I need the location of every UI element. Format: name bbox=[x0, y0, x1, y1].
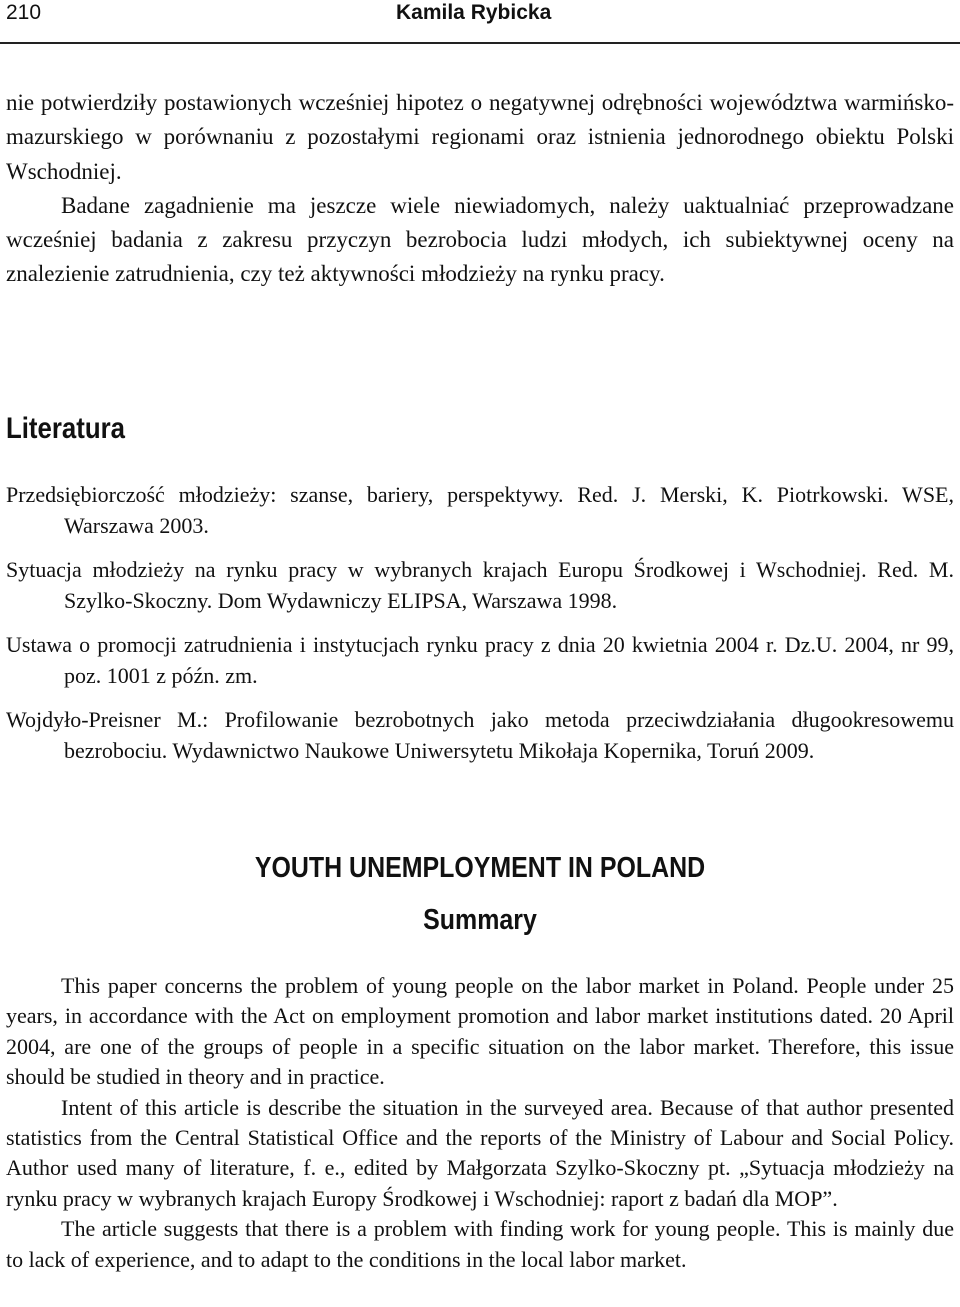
reference-item: Wojdyło-Preisner M.: Profilowanie bezrobotnych jako metoda przeciwdziałania długookresowemu bezrobociu. Wydawnictwo Naukowe Uniwersytetu Mikołaja Kopernika, Toruń 2009. bbox=[6, 707, 954, 763]
summary-title: YOUTH UNEMPLOYMENT IN POLAND bbox=[254, 852, 706, 884]
summary-heading: Summary bbox=[423, 904, 537, 936]
reference-item: Ustawa o promocji zatrudnienia i instytucjach rynku pracy z dnia 20 kwietnia 2004 r. Dz.U. 2004, nr 99, poz. 1001 z późn. zm. bbox=[6, 632, 954, 688]
literature-heading: Literatura bbox=[6, 412, 126, 445]
reference-item: Przedsiębiorczość młodzieży: szanse, bariery, perspektywy. Red. J. Merski, K. Piotrkowski. WSE, Warszawa 2003. bbox=[6, 482, 954, 538]
main-text bbox=[6, 86, 954, 292]
page-header bbox=[0, 0, 960, 44]
summary-paragraph: Intent of this article is describe the situation in the surveyed area. Because of that author presented statistics from the Central Statistical Office and the reports of the Ministry of Labour and Social Policy. Author used many of literature, f. e., edited by Małgorzata Szylko-Skoczny pt. „Sytuacja młodzieży na rynku pracy w wybranych krajach Europy Środkowej i Wschodniej: raport z badań dla MOP”. bbox=[6, 1094, 954, 1211]
summary-paragraph: This paper concerns the problem of young people on the labor market in Poland. People under 25 years, in accordance with the Act on employment promotion and labor market institutions dated. 20 April 2004, are one of the groups of people in a specific situation on the labor market. Therefore, this issue should be studied in theory and in practice. bbox=[6, 973, 954, 1090]
page-number: 210 bbox=[6, 1, 42, 24]
body-paragraph: Badane zagadnienie ma jeszcze wiele niewiadomych, należy uaktualniać przeprowadzane wcześniej badania z zakresu przyczyn bezrobocia ludzi młodych, ich subiektywnej oceny na znalezienie zatrudnienia, czy też aktywności młodzieży na rynku pracy. bbox=[6, 192, 954, 287]
body-paragraph-continued: nie potwierdziły postawionych wcześniej hipotez o negatywnej odrębności województwa warmińsko-mazurskiego w porównaniu z pozostałymi regionami oraz istnienia jednorodnego obiektu Polski Wschodniej. bbox=[6, 90, 954, 184]
reference-list bbox=[6, 480, 954, 780]
running-head-author: Kamila Rybicka bbox=[396, 1, 552, 24]
reference-item: Sytuacja młodzieży na rynku pracy w wybranych krajach Europu Środkowej i Wschodniej. Red. M. Szylko-Skoczny. Dom Wydawniczy ELIPSA, Warszawa 1998. bbox=[6, 557, 954, 613]
summary-text bbox=[6, 971, 954, 1275]
summary-paragraph: The article suggests that there is a problem with finding work for young people. This is mainly due to lack of experience, and to adapt to the conditions in the local labor market. bbox=[6, 1216, 954, 1272]
